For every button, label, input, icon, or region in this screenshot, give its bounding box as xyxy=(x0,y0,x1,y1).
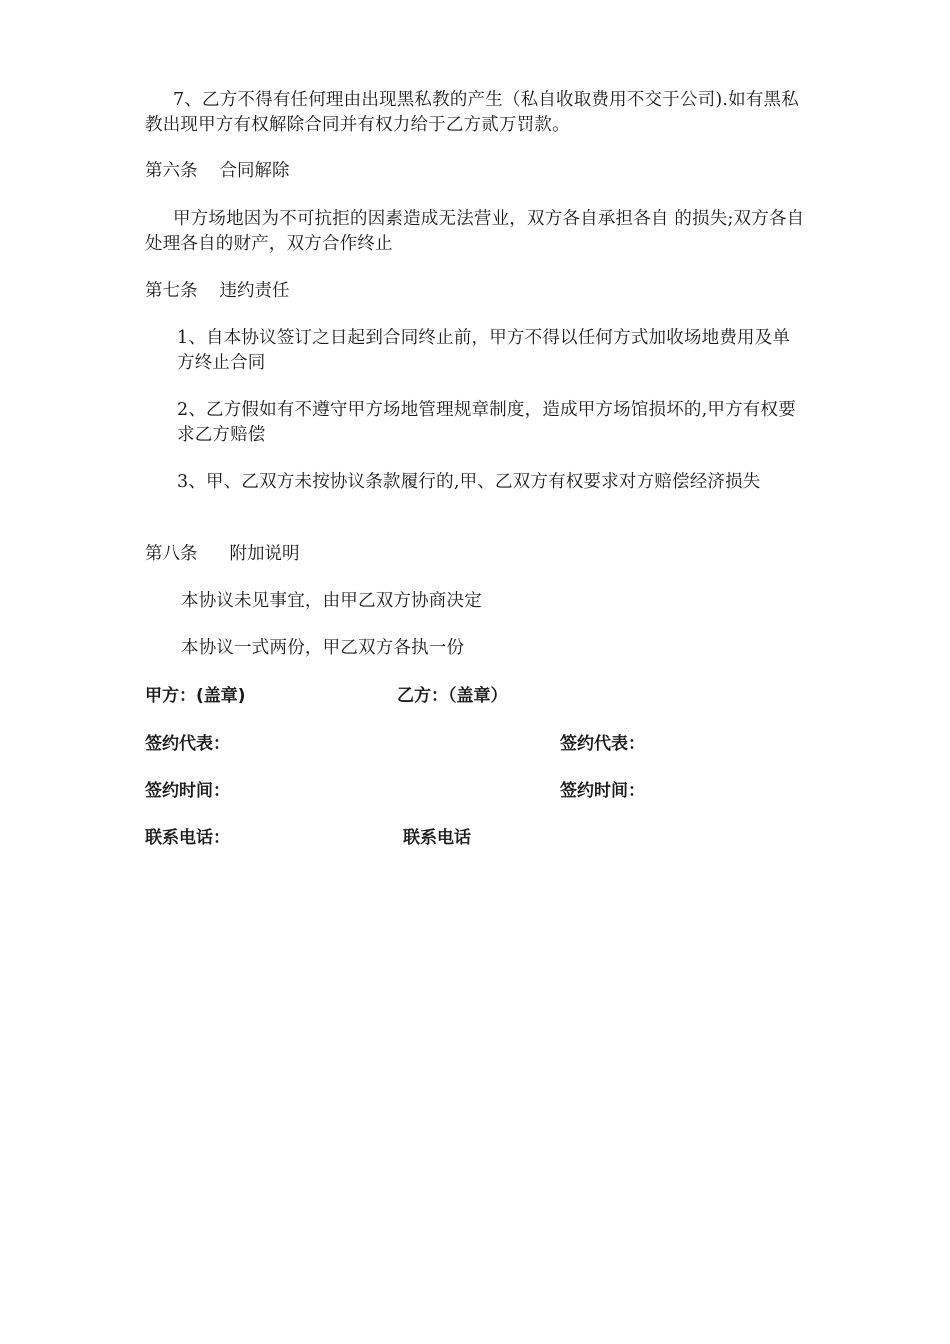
article-8-heading xyxy=(145,542,300,567)
article-6-body: 甲方场地因为不可抗拒的因素造成无法营业，双方各自承担各自 的损失;双方各自处理各自的财产，双方合作终止 xyxy=(145,209,805,254)
party-b-phone: 联系电话 xyxy=(403,828,471,848)
article-7-item-3: 3、甲、乙双方未按协议条款履行的,甲、乙双方有权要求对方赔偿经济损失 xyxy=(177,472,761,492)
party-b-seal: 乙方：（盖章） xyxy=(397,686,508,706)
article-8-line-1: 本协议未见事宜，由甲乙双方协商决定 xyxy=(181,591,482,611)
article-8-number: 第八条 xyxy=(145,544,198,564)
party-a-seal: 甲方：(盖章) xyxy=(145,686,246,706)
party-a-sign-time: 签约时间： xyxy=(145,781,230,801)
article-6-number: 第六条 xyxy=(145,161,198,181)
article-7-item-2: 2、乙方假如有不遵守甲方场地管理规章制度，造成甲方场馆损坏的,甲方有权要求乙方赔偿 xyxy=(177,400,796,445)
article-7-title: 违约责任 xyxy=(219,281,290,301)
article-6-title: 合同解除 xyxy=(219,161,290,181)
article-7-item-1: 1、自本协议签订之日起到合同终止前，甲方不得以任何方式加收场地费用及单方终止合同 xyxy=(177,328,791,373)
article-6-heading xyxy=(145,159,290,184)
article-8-title: 附加说明 xyxy=(229,544,300,564)
clause-item-7: 7、乙方不得有任何理由出现黑私教的产生（私自收取费用不交于公司).如有黑私教出现甲方有权解除合同并有权力给于乙方贰万罚款。 xyxy=(145,90,799,135)
party-b-sign-time: 签约时间： xyxy=(560,781,645,801)
party-b-representative: 签约代表： xyxy=(560,734,645,754)
article-7-number: 第七条 xyxy=(145,281,198,301)
party-a-phone: 联系电话： xyxy=(145,828,230,848)
article-7-heading xyxy=(145,279,290,304)
party-a-representative: 签约代表： xyxy=(145,734,230,754)
article-8-line-2: 本协议一式两份，甲乙双方各执一份 xyxy=(181,638,465,658)
